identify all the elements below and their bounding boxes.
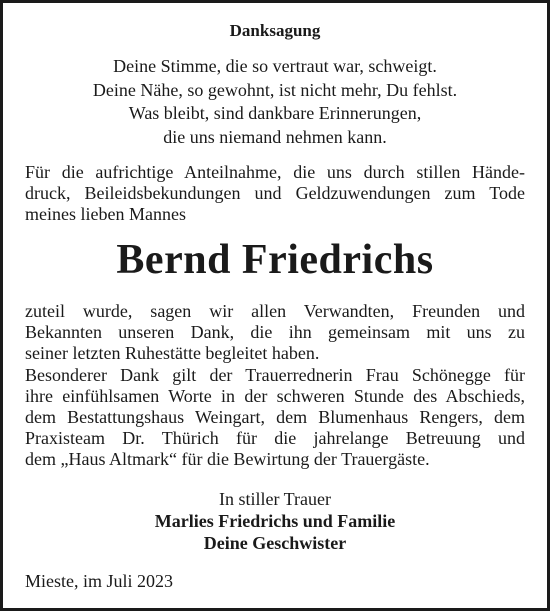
mourning-family: Marlies Friedrichs und Familie	[154, 511, 396, 531]
paragraph-line: druck, Beileidsbekundungen und Geldzuwendungen zum Tode	[25, 183, 525, 203]
paragraph-line: Für die aufrichtige Anteilnahme, die uns durch stillen Hände-	[25, 162, 525, 182]
paragraph-line: Besonderer Dank gilt der Trauerrednerin Frau Schönegge für	[25, 365, 525, 385]
poem-line: Was bleibt, sind dankbare Erinnerungen,	[128, 103, 422, 123]
paragraph-line: seiner letzten Ruhestätte begleitet haben.	[25, 343, 320, 363]
paragraph-line: zuteil wurde, sagen wir allen Verwandten, Freunden und	[25, 301, 525, 321]
poem	[3, 55, 547, 149]
thanks-paragraph-intro	[25, 162, 525, 225]
paragraph-line: Bekannten unseren Dank, die ihn gemeinsam mit uns zu	[25, 322, 525, 342]
paragraph-line: meines lieben Mannes	[25, 204, 186, 224]
paragraph-line: ihre einfühlsamen Worte in der schweren Stunde des Abschieds,	[25, 386, 525, 406]
notice-heading: Danksagung	[229, 21, 321, 40]
paragraph-line: dem „Haus Altmark“ für die Bewirtung der Trauergäste.	[25, 449, 430, 469]
mourning-intro: In stiller Trauer	[219, 489, 331, 509]
deceased-name: Bernd Friedrichs	[116, 237, 434, 283]
poem-line: die uns niemand nehmen kann.	[163, 126, 387, 147]
place-date: Mieste, im Juli 2023	[25, 571, 173, 591]
poem-line: Deine Nähe, so gewohnt, ist nicht mehr, Du fehlst.	[92, 79, 458, 100]
mourning-signature	[3, 488, 547, 554]
thanks-paragraph-special	[25, 365, 525, 470]
mourning-siblings: Deine Geschwister	[203, 533, 347, 553]
thanks-paragraph-relatives	[25, 301, 525, 364]
paragraph-line: Praxisteam Dr. Thürich für die jahrelange Betreuung und	[25, 428, 525, 448]
paragraph-line: dem Bestattungshaus Weingart, dem Blumenhaus Rengers, dem	[25, 407, 525, 427]
poem-line: Deine Stimme, die so vertraut war, schweigt.	[113, 56, 437, 76]
